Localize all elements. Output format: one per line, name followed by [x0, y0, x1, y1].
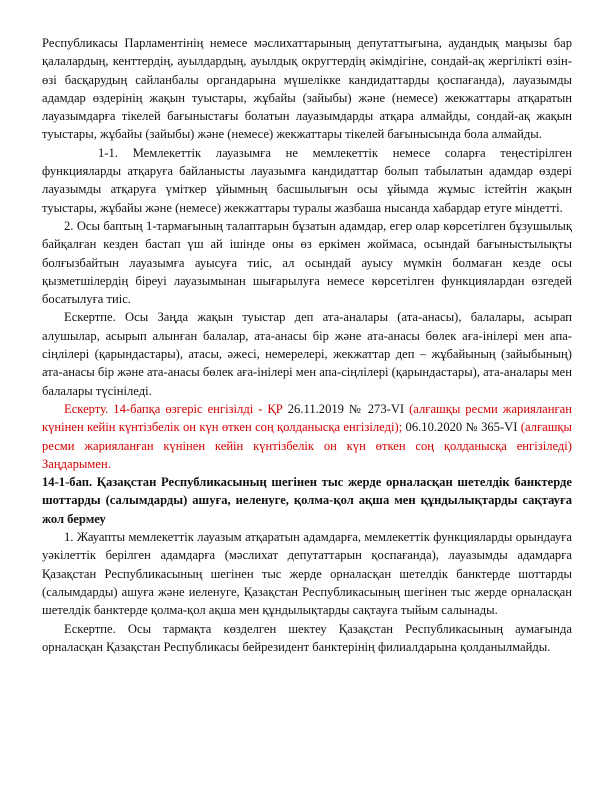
amendment-text-1: Ескерту. 14-бапқа өзгеріс енгізілді - ҚР	[64, 401, 288, 416]
paragraph-1-1: 1-1. Мемлекеттік лауазымға не мемлекеттік немесе соларға теңестірілген функцияларды атқаруға байланысты лауазымға кандидаттар болып табылатын адамдар өздері лауазымды атқаруға үміткер ұйымның басшылығын осы ұйымда жұмыс істейтін жақын туыстары, жұбайы және (немесе) жекжаттары туралы жазбаша нысанда хабардар етуге міндетті.	[42, 145, 572, 215]
paragraph-2: 2. Осы баптың 1-тармағының талаптарын бұзатын адамдар, егер олар көрсетілген бұзушылық байқалған кезден бастап үш ай ішінде оны өз еркімен жоймаса, осындай бағыныстылықты болғызбайтын лауазымға ауысуға тиіс, ал осындай ауысу мүмкін болмаған кезде осы қызметшілердің біреуі лауазымынан шығарылуға немесе көрсетілген функциялардан өзгедей босатылуға тиіс.	[42, 218, 572, 307]
note-close-relatives: Ескертпе. Осы Заңда жақын туыстар деп ата-аналары (ата-анасы), балалары, асырап алушылар, асырып алынған балалар, ата-анасы бір және ата-анасы бөлек аға-інілері мен апа-сіңлілері (қарындастары), атасы, әжесі, немерелері, жекжаттар деп – жұбайының (зайыбының) ата-анасы бір және ата-анасы бөлек аға-інілері мен апа-сіңлілері (қарындастары), ата-аналары мен балалары түсініледі.	[42, 310, 572, 398]
article-paragraph-1: 1. Жауапты мемлекеттік лауазым атқаратын адамдарға, мемлекеттік функцияларды орындауға уәкілеттік берілген адамдарға (мәслихат депутаттарын қоспағанда), лауазымды адамдарға Қазақстан Республикасының шегінен тыс жерде орналасқан шетелдік банктерде шоттарды (салымдарды) ашуға және иеленуге, Қазақстан Республикасының шегінен тыс жерде орналасқан шетелдік банктерде қолма-қол ақша мен құндылықтарды сақтауға тыйым салынады.	[42, 530, 572, 618]
amendment-text-2: (алғашқы ресми жарияланған күнінен кейін күнтізбелік он күн өткен соң қолданысқа енгізіледі);	[42, 401, 572, 435]
amendment-note	[42, 400, 572, 473]
article-title: 14-1-бап. Қазақстан Республикасының шегінен тыс жерде орналасқан шетелдік банктерде шоттарды (салымдарды) ашуға, иеленуге, қолма-қол ақша мен құндылықтарды сақтауға жол бермеу	[42, 475, 572, 526]
amendment-text-3: (алғашқы ресми жарияланған күнінен кейін күнтізбелік он күн өткен соң қолданысқа енгізіледі) Заңдарымен.	[42, 420, 572, 471]
amendment-link-2020[interactable]: 06.10.2020 № 365-VI	[405, 420, 518, 435]
paragraph-intro: Республикасы Парламентінің немесе мәслихаттарының депутаттығына, аудандық маңызы бар қалалардың, кенттердің, ауылдардың, ауылдық округтердің әкімдігіне, сондай-ақ жергілікті өзін-өзі басқарудың сайланбалы органдарына мүшелікке кандидаттарды қоспағанда), лауазымды адамдар өздерінің жақын туыстары, жұбайы (зайыбы) және (немесе) жекжаттары атқаратын лауазымдарға тікелей бағыныстағы болатын лауазымдарды атқара алмайды, сондай-ақ жақын туыстары, жұбайы (зайыбы) және (немесе) жекжаттары тікелей бағынысында бола алмайды.	[42, 36, 572, 142]
note-foreign-banks: Ескертпе. Осы тармақта көзделген шектеу Қазақстан Республикасының аумағында орналасқан Қазақстан Республикасы бейрезидент банктерінің филиалдарына қолданылмайды.	[42, 621, 572, 654]
amendment-link-2019[interactable]: 26.11.2019 № 273-VI	[287, 401, 405, 416]
document-page	[42, 34, 572, 656]
